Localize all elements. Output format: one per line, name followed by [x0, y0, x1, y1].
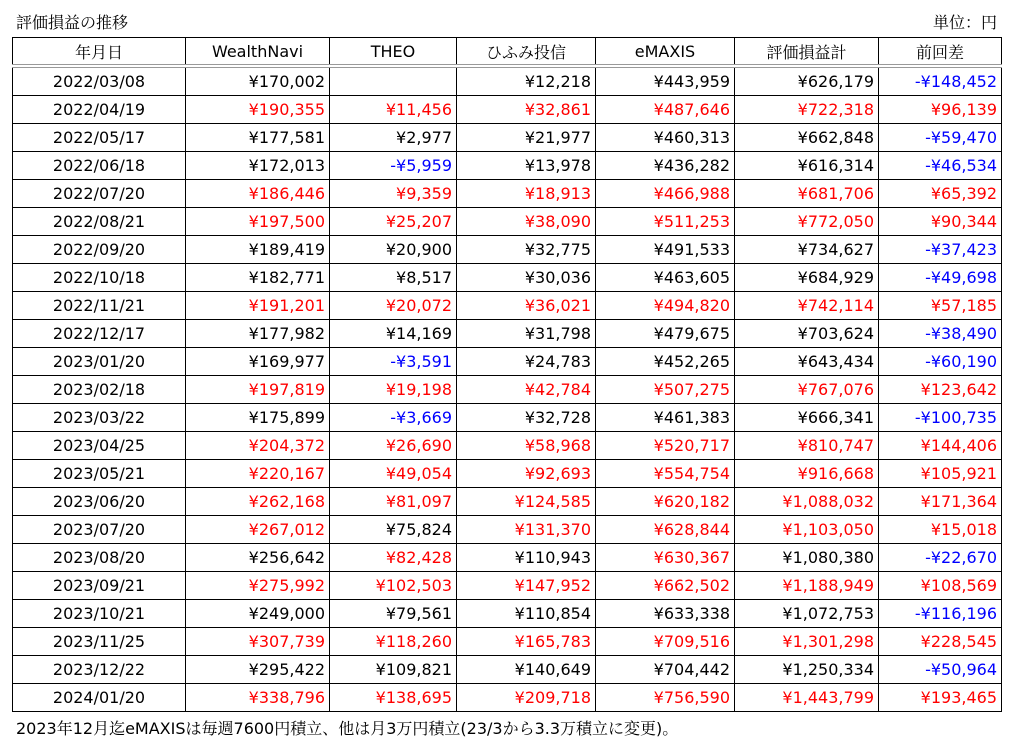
cell-date: 2022/03/08 [13, 66, 186, 96]
cell-emaxis: ¥704,442 [596, 656, 735, 684]
table-row [13, 544, 1002, 572]
cell-change: -¥60,190 [879, 348, 1002, 376]
cell-theo: ¥81,097 [330, 488, 457, 516]
cell-emaxis: ¥487,646 [596, 96, 735, 124]
footnote: 2023年12月迄eMAXISは毎週7600円積立、他は月3万円積立(23/3から3.3万積立に変更)。 [16, 719, 679, 738]
table-row [13, 572, 1002, 600]
cell-total: ¥1,443,799 [735, 684, 879, 712]
cell-date: 2022/05/17 [13, 124, 186, 152]
cell-change: -¥116,196 [879, 600, 1002, 628]
cell-date: 2023/11/25 [13, 628, 186, 656]
cell-change: ¥105,921 [879, 460, 1002, 488]
cell-theo: ¥102,503 [330, 572, 457, 600]
cell-wealthnavi: ¥191,201 [186, 292, 330, 320]
cell-change: ¥144,406 [879, 432, 1002, 460]
cell-total: ¥616,314 [735, 152, 879, 180]
column-header-total: 評価損益計 [735, 38, 879, 67]
cell-date: 2022/07/20 [13, 180, 186, 208]
cell-hifumi: ¥140,649 [457, 656, 596, 684]
table-row [13, 460, 1002, 488]
cell-emaxis: ¥662,502 [596, 572, 735, 600]
cell-change: ¥108,569 [879, 572, 1002, 600]
cell-change: -¥37,423 [879, 236, 1002, 264]
cell-change: ¥228,545 [879, 628, 1002, 656]
cell-date: 2023/02/18 [13, 376, 186, 404]
cell-hifumi: ¥92,693 [457, 460, 596, 488]
table-row [13, 684, 1002, 712]
cell-change: -¥100,735 [879, 404, 1002, 432]
cell-hifumi: ¥32,861 [457, 96, 596, 124]
table-row [13, 320, 1002, 348]
cell-wealthnavi: ¥197,500 [186, 208, 330, 236]
cell-wealthnavi: ¥170,002 [186, 66, 330, 96]
cell-wealthnavi: ¥204,372 [186, 432, 330, 460]
cell-date: 2022/11/21 [13, 292, 186, 320]
table-row [13, 208, 1002, 236]
cell-hifumi: ¥12,218 [457, 66, 596, 96]
table-row [13, 180, 1002, 208]
table-row [13, 628, 1002, 656]
cell-total: ¥1,301,298 [735, 628, 879, 656]
cell-theo: ¥118,260 [330, 628, 457, 656]
table-row [13, 152, 1002, 180]
cell-date: 2022/04/19 [13, 96, 186, 124]
cell-theo: -¥5,959 [330, 152, 457, 180]
cell-date: 2023/01/20 [13, 348, 186, 376]
column-header-theo: THEO [330, 38, 457, 67]
cell-change: ¥123,642 [879, 376, 1002, 404]
table-body [13, 66, 1002, 712]
column-header-hifumi: ひふみ投信 [457, 38, 596, 67]
cell-emaxis: ¥628,844 [596, 516, 735, 544]
cell-date: 2022/09/20 [13, 236, 186, 264]
cell-date: 2023/10/21 [13, 600, 186, 628]
cell-emaxis: ¥633,338 [596, 600, 735, 628]
cell-total: ¥681,706 [735, 180, 879, 208]
cell-emaxis: ¥463,605 [596, 264, 735, 292]
cell-hifumi: ¥42,784 [457, 376, 596, 404]
cell-emaxis: ¥520,717 [596, 432, 735, 460]
cell-emaxis: ¥630,367 [596, 544, 735, 572]
cell-wealthnavi: ¥338,796 [186, 684, 330, 712]
cell-total: ¥767,076 [735, 376, 879, 404]
table-row [13, 404, 1002, 432]
cell-hifumi: ¥131,370 [457, 516, 596, 544]
table-row [13, 124, 1002, 152]
table-row [13, 292, 1002, 320]
unit-label: 単位：円 [932, 13, 997, 32]
cell-emaxis: ¥554,754 [596, 460, 735, 488]
cell-emaxis: ¥511,253 [596, 208, 735, 236]
cell-emaxis: ¥479,675 [596, 320, 735, 348]
cell-theo: ¥109,821 [330, 656, 457, 684]
cell-theo: ¥11,456 [330, 96, 457, 124]
cell-change: ¥96,139 [879, 96, 1002, 124]
cell-theo: ¥82,428 [330, 544, 457, 572]
cell-date: 2022/08/21 [13, 208, 186, 236]
cell-change: ¥193,465 [879, 684, 1002, 712]
cell-change: ¥171,364 [879, 488, 1002, 516]
cell-hifumi: ¥38,090 [457, 208, 596, 236]
cell-theo: ¥20,072 [330, 292, 457, 320]
cell-change: -¥38,490 [879, 320, 1002, 348]
table-row [13, 600, 1002, 628]
cell-total: ¥662,848 [735, 124, 879, 152]
table-row [13, 348, 1002, 376]
cell-hifumi: ¥124,585 [457, 488, 596, 516]
cell-hifumi: ¥21,977 [457, 124, 596, 152]
cell-wealthnavi: ¥177,581 [186, 124, 330, 152]
column-header-change: 前回差 [879, 38, 1002, 67]
cell-total: ¥643,434 [735, 348, 879, 376]
cell-wealthnavi: ¥295,422 [186, 656, 330, 684]
cell-wealthnavi: ¥262,168 [186, 488, 330, 516]
cell-date: 2022/12/17 [13, 320, 186, 348]
cell-date: 2023/03/22 [13, 404, 186, 432]
cell-theo: -¥3,591 [330, 348, 457, 376]
cell-hifumi: ¥13,978 [457, 152, 596, 180]
cell-emaxis: ¥620,182 [596, 488, 735, 516]
cell-wealthnavi: ¥186,446 [186, 180, 330, 208]
cell-change: -¥148,452 [879, 66, 1002, 96]
cell-change: -¥49,698 [879, 264, 1002, 292]
cell-wealthnavi: ¥175,899 [186, 404, 330, 432]
cell-total: ¥772,050 [735, 208, 879, 236]
cell-hifumi: ¥32,775 [457, 236, 596, 264]
cell-wealthnavi: ¥182,771 [186, 264, 330, 292]
cell-emaxis: ¥452,265 [596, 348, 735, 376]
cell-date: 2022/10/18 [13, 264, 186, 292]
cell-wealthnavi: ¥307,739 [186, 628, 330, 656]
cell-date: 2023/12/22 [13, 656, 186, 684]
cell-change: ¥65,392 [879, 180, 1002, 208]
cell-change: -¥59,470 [879, 124, 1002, 152]
cell-total: ¥722,318 [735, 96, 879, 124]
cell-date: 2023/08/20 [13, 544, 186, 572]
cell-hifumi: ¥147,952 [457, 572, 596, 600]
cell-change: ¥90,344 [879, 208, 1002, 236]
cell-total: ¥666,341 [735, 404, 879, 432]
cell-emaxis: ¥709,516 [596, 628, 735, 656]
cell-emaxis: ¥466,988 [596, 180, 735, 208]
cell-date: 2023/06/20 [13, 488, 186, 516]
cell-date: 2023/07/20 [13, 516, 186, 544]
cell-theo: ¥20,900 [330, 236, 457, 264]
cell-total: ¥684,929 [735, 264, 879, 292]
cell-wealthnavi: ¥172,013 [186, 152, 330, 180]
cell-theo: ¥9,359 [330, 180, 457, 208]
cell-total: ¥1,103,050 [735, 516, 879, 544]
table-row [13, 656, 1002, 684]
cell-emaxis: ¥756,590 [596, 684, 735, 712]
cell-hifumi: ¥110,943 [457, 544, 596, 572]
cell-emaxis: ¥461,383 [596, 404, 735, 432]
cell-total: ¥916,668 [735, 460, 879, 488]
cell-theo: ¥138,695 [330, 684, 457, 712]
cell-change: ¥15,018 [879, 516, 1002, 544]
cell-hifumi: ¥18,913 [457, 180, 596, 208]
cell-change: -¥46,534 [879, 152, 1002, 180]
cell-theo: -¥3,669 [330, 404, 457, 432]
cell-hifumi: ¥30,036 [457, 264, 596, 292]
cell-total: ¥1,072,753 [735, 600, 879, 628]
cell-total: ¥1,250,334 [735, 656, 879, 684]
cell-total: ¥626,179 [735, 66, 879, 96]
cell-wealthnavi: ¥220,167 [186, 460, 330, 488]
cell-theo: ¥75,824 [330, 516, 457, 544]
column-header-emaxis: eMAXIS [596, 38, 735, 67]
table-row [13, 236, 1002, 264]
cell-change: ¥57,185 [879, 292, 1002, 320]
cell-theo [330, 66, 457, 96]
cell-total: ¥1,088,032 [735, 488, 879, 516]
table-header [13, 38, 1002, 67]
cell-total: ¥1,188,949 [735, 572, 879, 600]
cell-total: ¥742,114 [735, 292, 879, 320]
cell-hifumi: ¥209,718 [457, 684, 596, 712]
cell-emaxis: ¥494,820 [596, 292, 735, 320]
column-header-date: 年月日 [13, 38, 186, 67]
cell-total: ¥703,624 [735, 320, 879, 348]
cell-date: 2023/04/25 [13, 432, 186, 460]
cell-theo: ¥79,561 [330, 600, 457, 628]
header-row [13, 38, 1002, 67]
cell-emaxis: ¥507,275 [596, 376, 735, 404]
cell-theo: ¥19,198 [330, 376, 457, 404]
cell-date: 2023/09/21 [13, 572, 186, 600]
cell-theo: ¥25,207 [330, 208, 457, 236]
cell-theo: ¥2,977 [330, 124, 457, 152]
cell-wealthnavi: ¥275,992 [186, 572, 330, 600]
page-title: 評価損益の推移 [16, 13, 129, 32]
cell-date: 2024/01/20 [13, 684, 186, 712]
valuation-table [12, 37, 1002, 712]
cell-theo: ¥49,054 [330, 460, 457, 488]
cell-theo: ¥14,169 [330, 320, 457, 348]
cell-hifumi: ¥165,783 [457, 628, 596, 656]
cell-hifumi: ¥36,021 [457, 292, 596, 320]
cell-wealthnavi: ¥267,012 [186, 516, 330, 544]
table-row [13, 264, 1002, 292]
cell-wealthnavi: ¥197,819 [186, 376, 330, 404]
cell-wealthnavi: ¥249,000 [186, 600, 330, 628]
cell-hifumi: ¥58,968 [457, 432, 596, 460]
cell-total: ¥810,747 [735, 432, 879, 460]
cell-emaxis: ¥443,959 [596, 66, 735, 96]
cell-hifumi: ¥31,798 [457, 320, 596, 348]
table-row [13, 376, 1002, 404]
table-row [13, 96, 1002, 124]
table-row [13, 66, 1002, 96]
cell-wealthnavi: ¥256,642 [186, 544, 330, 572]
cell-date: 2022/06/18 [13, 152, 186, 180]
cell-hifumi: ¥24,783 [457, 348, 596, 376]
column-header-wealthnavi: WealthNavi [186, 38, 330, 67]
cell-total: ¥1,080,380 [735, 544, 879, 572]
cell-change: -¥22,670 [879, 544, 1002, 572]
cell-hifumi: ¥110,854 [457, 600, 596, 628]
cell-total: ¥734,627 [735, 236, 879, 264]
cell-theo: ¥26,690 [330, 432, 457, 460]
table-row [13, 488, 1002, 516]
cell-wealthnavi: ¥189,419 [186, 236, 330, 264]
table-row [13, 432, 1002, 460]
cell-change: -¥50,964 [879, 656, 1002, 684]
cell-emaxis: ¥460,313 [596, 124, 735, 152]
cell-emaxis: ¥491,533 [596, 236, 735, 264]
cell-wealthnavi: ¥190,355 [186, 96, 330, 124]
cell-date: 2023/05/21 [13, 460, 186, 488]
table-row [13, 516, 1002, 544]
cell-wealthnavi: ¥169,977 [186, 348, 330, 376]
cell-theo: ¥8,517 [330, 264, 457, 292]
cell-emaxis: ¥436,282 [596, 152, 735, 180]
cell-hifumi: ¥32,728 [457, 404, 596, 432]
cell-wealthnavi: ¥177,982 [186, 320, 330, 348]
